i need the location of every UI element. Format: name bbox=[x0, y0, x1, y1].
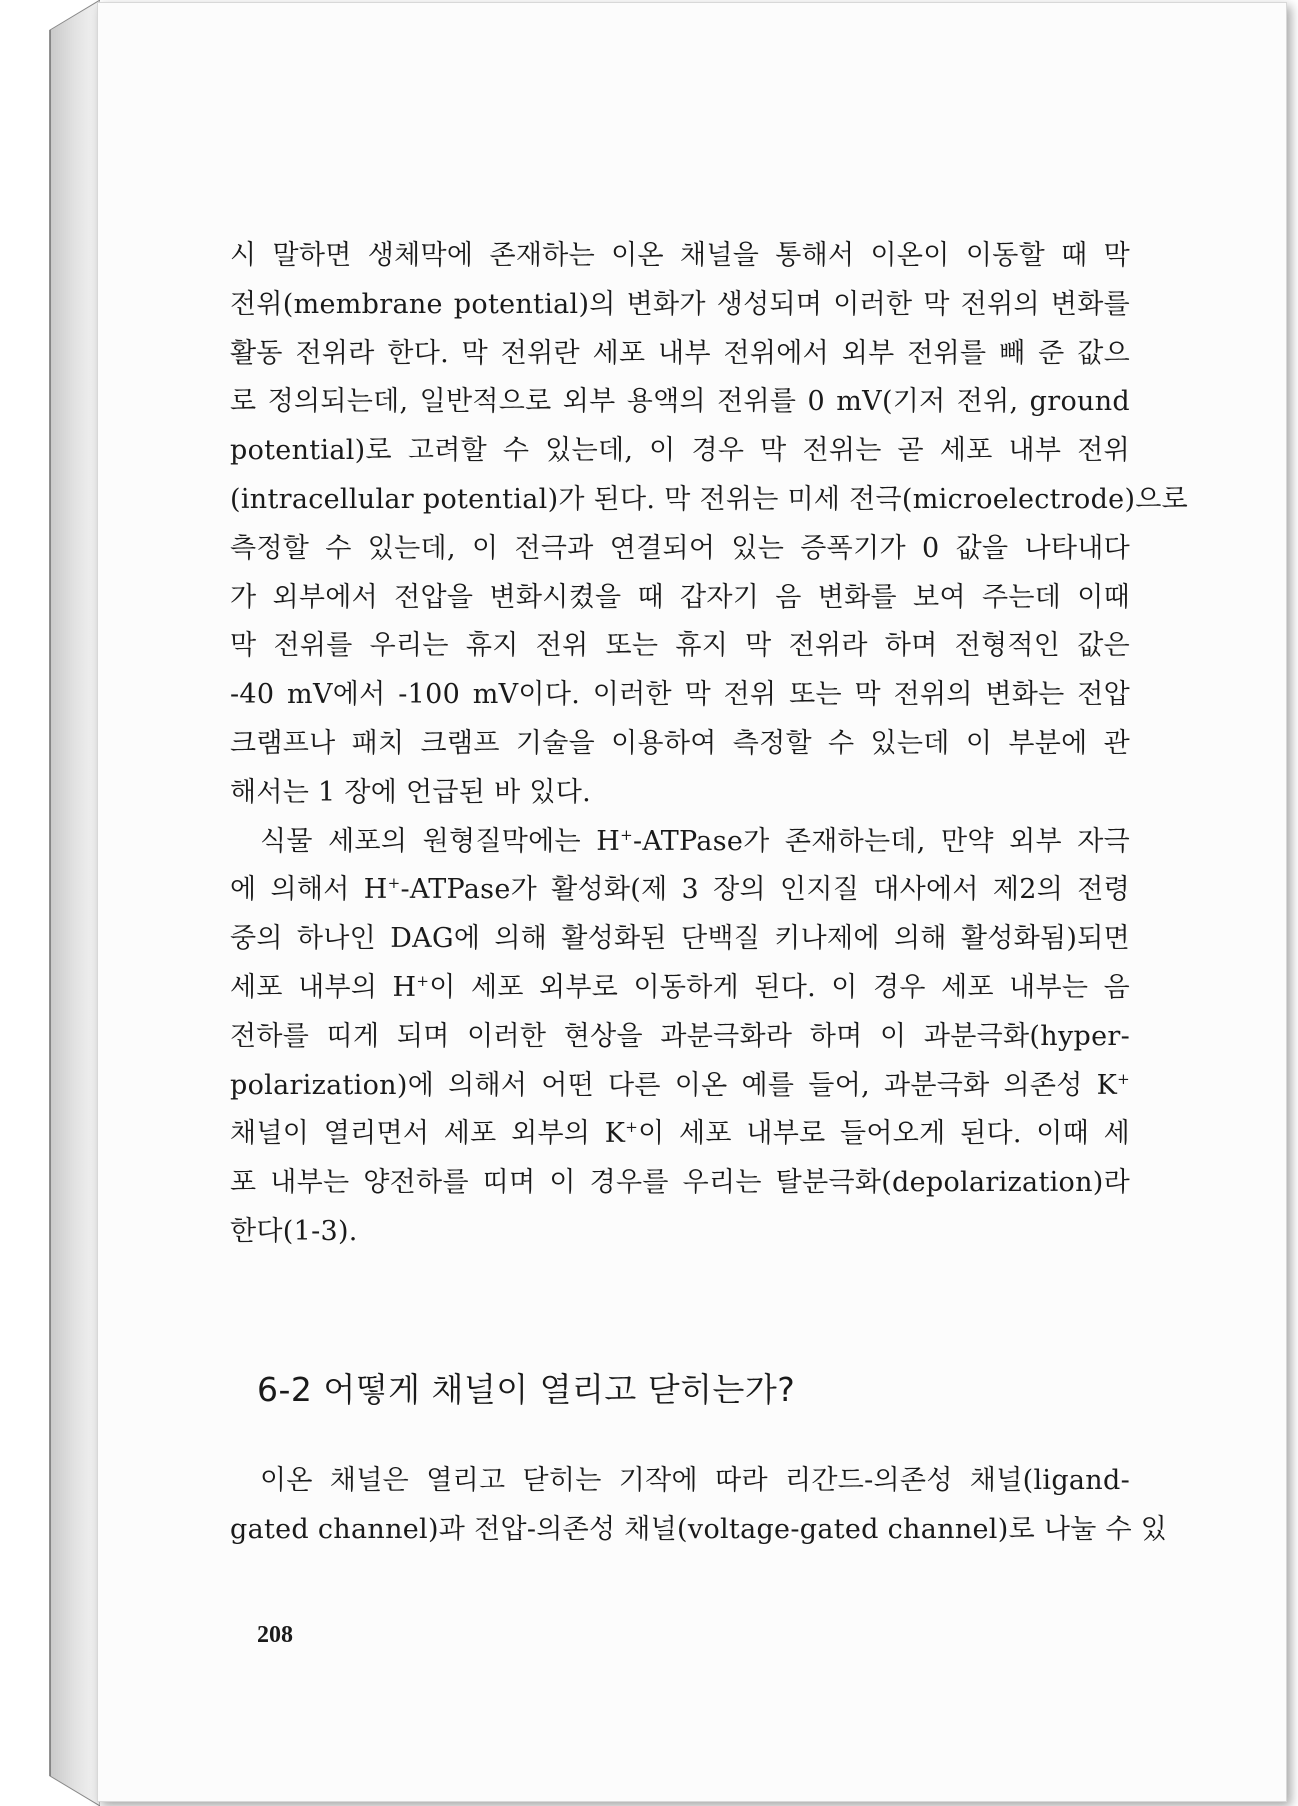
body-text bbox=[230, 232, 1189, 1257]
text-line: 세포 내부의 H+이 세포 외부로 이동하게 된다. 이 경우 세포 내부는 음 bbox=[230, 971, 1130, 1003]
page-number: 208 bbox=[257, 1622, 293, 1648]
text-line: potential)로 고려할 수 있는데, 이 경우 막 전위는 곧 세포 내부 전위 bbox=[230, 435, 1130, 467]
text-line: (intracellular potential)가 된다. 막 전위는 미세 전극(microelectrode)으로 bbox=[230, 483, 1189, 515]
paragraph-2 bbox=[230, 818, 1130, 1257]
text-line: 식물 세포의 원형질막에는 H+-ATPase가 존재하는데, 만약 외부 자극 bbox=[260, 825, 1130, 857]
text-line: 막 전위를 우리는 휴지 전위 또는 휴지 막 전위라 하며 전형적인 값은 bbox=[230, 630, 1130, 662]
text-line: 이온 채널은 열리고 닫히는 기작에 따라 리간드-의존성 채널(ligand- bbox=[260, 1465, 1130, 1496]
book-spine bbox=[0, 0, 100, 1806]
text-line: 측정할 수 있는데, 이 전극과 연결되어 있는 증폭기가 0 값을 나타내다 bbox=[230, 532, 1130, 564]
text-line: 전하를 띠게 되며 이러한 현상을 과분극화라 하며 이 과분극화(hyper- bbox=[230, 1020, 1130, 1052]
text-line: 크램프나 패치 크램프 기술을 이용하여 측정할 수 있는데 이 부분에 관 bbox=[230, 727, 1130, 759]
text-line: 로 정의되는데, 일반적으로 외부 용액의 전위를 0 mV(기저 전위, ground bbox=[230, 386, 1130, 418]
text-line: 에 의해서 H+-ATPase가 활성화(제 3 장의 인지질 대사에서 제2의 전령 bbox=[230, 874, 1131, 906]
text-line: 시 말하면 생체막에 존재하는 이온 채널을 통해서 이온이 이동할 때 막 bbox=[230, 240, 1130, 271]
paragraph-3 bbox=[230, 1457, 1168, 1555]
paragraph-1 bbox=[230, 232, 1189, 818]
text-line: -40 mV에서 -100 mV이다. 이러한 막 전위 또는 막 전위의 변화는 전압 bbox=[230, 679, 1130, 711]
text-line: polarization)에 의해서 어떤 다른 이온 예를 들어, 과분극화 의존성 K+ bbox=[230, 1069, 1130, 1101]
book-page bbox=[97, 2, 1287, 1802]
text-line: 한다(1-3). bbox=[230, 1215, 358, 1247]
text-line: 중의 하나인 DAG에 의해 활성화된 단백질 키나제에 의해 활성화됨)되면 bbox=[230, 923, 1130, 955]
text-line: 전위(membrane potential)의 변화가 생성되며 이러한 막 전위의 변화를 bbox=[230, 288, 1130, 320]
text-line: 포 내부는 양전하를 띠며 이 경우를 우리는 탈분극화(depolarization)라 bbox=[230, 1167, 1130, 1199]
text-line: gated channel)과 전압-의존성 채널(voltage-gated channel)로 나눌 수 있 bbox=[230, 1513, 1168, 1545]
text-line: 채널이 열리면서 세포 외부의 K+이 세포 내부로 들어오게 된다. 이때 세 bbox=[230, 1118, 1130, 1150]
text-line: 가 외부에서 전압을 변화시켰을 때 갑자기 음 변화를 보여 주는데 이때 bbox=[230, 581, 1130, 613]
text-line: 해서는 1 장에 언급된 바 있다. bbox=[230, 776, 591, 808]
text-line: 활동 전위라 한다. 막 전위란 세포 내부 전위에서 외부 전위를 빼 준 값으 bbox=[230, 337, 1130, 369]
section-heading: 6-2 어떻게 채널이 열리고 닫히는가? bbox=[257, 1370, 796, 1409]
